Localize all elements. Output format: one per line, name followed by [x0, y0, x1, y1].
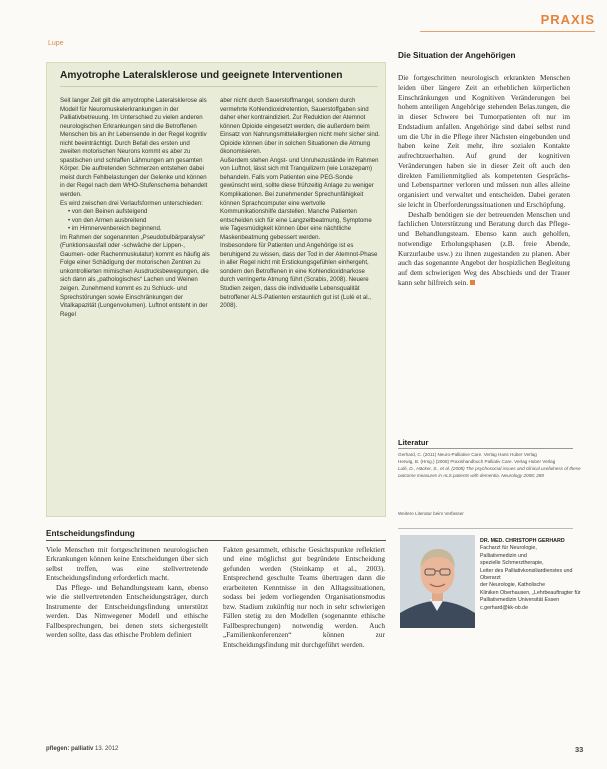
author-line: Palliativmedizin und — [480, 552, 527, 559]
author-photo — [400, 535, 475, 628]
literature-list — [398, 452, 583, 480]
author-divider — [398, 528, 573, 529]
bullet-item: • von den Armen ausbreitend — [68, 217, 212, 226]
info-paragraph: Im Rahmen der sogenannten „Pseudobulbärparalyse“ (Funktionsausfall oder -schwäche der Lippen-, Gaumen- oder Rachenmuskulatur) kommt es häufig als Folge einer Schädigung der motorischen Zentren zu unkontrollierten mimischen Ausdrucksbewegungen, die sich dann als „pathologisches“ Lachen und Weinen zeigen. Zunehmend kommt es zu Schluck- und Sprechstörungen sowie Einschränkungen der Vitalkapazität (Lungenvolumen). Luftnot entsteht in der Regel — [60, 233, 210, 318]
author-info — [480, 538, 585, 612]
section-heading-decision: Entscheidungsfindung — [46, 529, 135, 538]
end-mark-icon — [470, 280, 475, 285]
kicker-label: Lupe — [48, 40, 64, 47]
info-paragraph: Seit langer Zeit gilt die amyotrophe Lateralsklerose als Modell für Neuromuskelerkrankungen in der Palliativbetreuung. Im Unterschied zu vielen anderen neurologischen Erkrankungen sind die Betroffenen Menschen bis an ihr Lebensende in der Regel kognitiv nicht beeinträchtigt. Durch Befall des ersten und zweiten motorischen Neurons kommt es aber zu spastischen und schlaffen Lähmungen am gesamten Körper. Die auftretenden Schmerzen entstehen dabei meist durch Fehlbelastungen der Gelenke und können in der Regel nach dem WHO-Stufenschema behandelt werden. — [60, 97, 208, 199]
journal-name: pflegen: palliativ — [46, 746, 94, 752]
decision-divider — [46, 540, 386, 541]
page-number: 33 — [575, 745, 584, 754]
info-box-divider — [60, 86, 378, 87]
footer-journal — [46, 746, 118, 752]
info-paragraph: Insbesondere für Patienten und Angehörige ist es beruhigend zu wissen, dass der Tod in der Atemnot-Phase in aller Regel nicht mit Erstickungsgefühlen einhergeht, sondern den Betroffenen in eine Kohlendioxidnarkose durch verringerte Atmung führt (Scrabis, 2008). Neuere Studien zeigen, dass die individuelle Lebensqualität betroffener ALS-Patienten erstaunlich gut ist (Lulé et al., 2008). — [220, 242, 378, 310]
body-paragraph: Fakten gesammelt, ethische Gesichtspunkte reflektiert und eine möglichst gut begründete Entscheidung gefunden werden (Steinkamp et al., 2003). Entsprechend geschulte Teams übertragen dann die erarbeiteten Kenntnisse in den Alltagssituationen, sodass bei jedem vorliegenden Organisationsmodus bzw. Stadium zukünftig nur noch in sehr schwierigen Fällen stetig zu den Modellen (sogenannte ethische Fallbesprechungen) notwendig werden. Auch „Familienkonferenzen“ können zur Entscheidungsfindung mit durchgeführt werden. — [223, 545, 385, 649]
body-paragraph — [398, 210, 570, 288]
author-email: c.gerhard@kk-ob.de — [480, 604, 529, 611]
bullet-item: • von den Beinen aufsteigend — [68, 208, 212, 217]
author-line: Kliniken Oberhausen, „Lehrbeauftragter für Palliativmedizin Universität Essen — [480, 589, 581, 604]
info-box-title: Amyotrophe Lateralsklerose und geeignete Interventionen — [60, 70, 343, 81]
bullet-item: • im Hirnnervenbereich beginnend. — [68, 225, 212, 234]
journal-issue: 13. 2012 — [95, 746, 119, 752]
info-paragraph: aber nicht durch Sauerstoffmangel, sondern durch vermehrte Kohlendioxidretention, Sauerstoffgaben sind daher eher kontraindiziert. Zur Reduktion der Atemnot können Opioide eingesetzt werden, die außerdem beim Einsatz von Nahrungsmittelallergien nicht mehr sicher sind. Opioide können über in solchen Situationen die Atmung ökonomisieren. — [220, 97, 380, 156]
info-box-column-right — [220, 97, 380, 311]
info-paragraph: Es wird zwischen drei Verlaufsformen unterschieden: — [60, 199, 203, 207]
literature-item: Herwig, B. (Hrsg.) (2008) Praxishandbuch Palliativ Care. Verlag Huber Verlag — [398, 459, 556, 465]
author-name: DR. MED. CHRISTOPH GERHARD — [480, 538, 565, 544]
body-text: Deshalb benötigen sie der betreuenden Menschen und fachlichen Unterstützung und Beratung durch das Pflege- und Behandlungsteam. Ebenso kann auch geholfen, notwendige Erholungsphasen (z.B. freie Abende, Kurzurlaube usw.) zu ihnen zugestanden zu planen. Aber auch das sogenannte Angebot der hospizlichen Begleitung auf dem schwierigen Weg des Abschieds und der Trauer kann sehr hilfreich sein. — [398, 209, 570, 287]
literature-divider — [398, 448, 573, 449]
body-paragraph: Das Pflege- und Behandlungsteam kann, ebenso wie die stellvertretenden Entscheidungsträger, durch Instrumente der Entscheidungsfindung unterstützt werden. Das Nimwegener Modell und ethische Fallbesprechungen, bei denen stets sichergestellt werden sollte, dass das ethische Problem definiert — [46, 582, 208, 640]
body-paragraph: Viele Menschen mit fortgeschrittenen neurologischen Erkrankungen können keine Entscheidungen über sich selbst treffen, was eine stellvertretende Entscheidungsfindung erforderlich macht. — [46, 545, 208, 583]
situation-body — [398, 73, 570, 288]
body-paragraph: Die fortgeschritten neurologisch erkrankten Menschen leiden über längere Zeit an erheblichen körperlichen Einschränkungen und Kognitiven Veränderungen bei hohem anteiligen Angehörige stehenden Belas.tungen, die in dieser Schwere bei Tumorpatienten oft nur im Endstadium anfallen. Angehörige sind dabei selbst rund um die Uhr in die Pflege ihrer Nächsten eingebunden und haben keine Zeit mehr, ihre sozialen Kontakte aufrechtzuerhalten. Auf grund der kognitiven Veränderungen haben sie in dieser Zeit oft auch den direkten Familienmitglied als kompetenten Gesprächs- und Lebenspartner verloren und müssen nun alles alleine organisiert und verwaltet und entscheiden. Dabei geraten sie leicht in Überforderungssituationen und Erschöpfung. — [398, 73, 570, 209]
bullet-list — [60, 208, 212, 234]
literature-item: Lulé, D., Häcker, S., et al. (2008) The psychosocial issues and clinical usefulness of these outcome measures in ALS patients with dementia. Neurology 2008; 288 — [398, 466, 581, 478]
section-label: PRAXIS — [540, 12, 595, 27]
author-line: der Neurologie, Katholische — [480, 582, 546, 589]
author-line: Leiter des Palliativkonsiliardienstes und Oberarzt — [480, 567, 573, 582]
portrait-illustration — [400, 535, 475, 628]
decision-column-right — [223, 545, 385, 649]
author-line: Facharzt für Neurologie, — [480, 545, 537, 552]
literature-heading: Literatur — [398, 438, 429, 447]
section-heading-situation: Die Situation der Angehörigen — [398, 51, 516, 60]
decision-column-left — [46, 545, 208, 640]
literature-note: Weitere Literatur beim Verfasser — [398, 511, 464, 516]
literature-item: Gerhard, C. (2011) Neuro-Palliative Care. Verlag Hans Huber Verlag — [398, 452, 537, 457]
info-paragraph: Außerdem stehen Angst- und Unruhezustände im Rahmen von Luftnot, lässt sich mit Tranquilizern (wie Lorazepam) behandeln. Falls vom Patienten eine PEG-Sonde gewünscht wird, sollte diese frühzeitig Anlage zu weniger Komplikationen. Bei zunehmender Sprechunfähigkeit können Sprachcomputer eine wertvolle Kommunikationshilfe darstellen. Manche Patienten entscheiden sich für eine Langzeitbeatmung, Symptome wie Tagesmüdigkeit können über eine nächtliche Maskenbeatmung gebessert werden. — [220, 156, 379, 241]
info-box-column-left — [60, 97, 212, 319]
author-line: spezielle Schmerztherapie, — [480, 560, 544, 567]
